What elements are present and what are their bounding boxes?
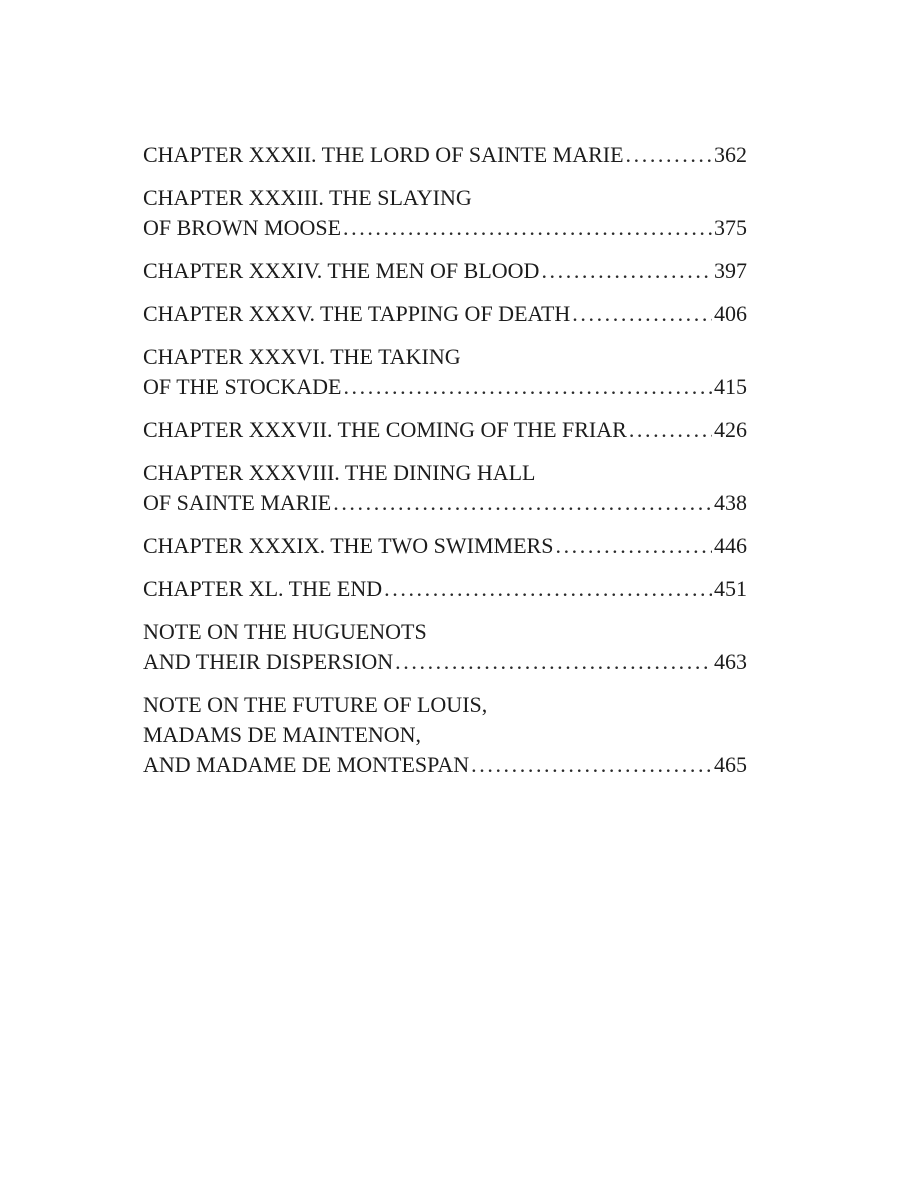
- dot-leader: [541, 256, 712, 286]
- toc-page-number: 375: [714, 215, 747, 240]
- dot-leader: [384, 574, 712, 604]
- toc-entry-title: CHAPTER XXXIX. THE TWO SWIMMERS: [143, 533, 554, 558]
- dot-leader: [395, 647, 712, 677]
- toc-entry-title: CHAPTER XXXVII. THE COMING OF THE FRIAR: [143, 417, 627, 442]
- toc-entry-line: [143, 140, 747, 170]
- toc-entry-line: [143, 213, 747, 243]
- dot-leader: [629, 415, 712, 445]
- toc-entry: [143, 183, 747, 243]
- toc-entry-line: [143, 342, 747, 372]
- toc-entry-title: CHAPTER XXXV. THE TAPPING OF DEATH: [143, 301, 571, 326]
- toc-entry-line: [143, 372, 747, 402]
- toc-entry-line: [143, 256, 747, 286]
- toc-page-number: 362: [714, 142, 747, 167]
- toc-entry-line: [143, 750, 747, 780]
- toc-page-number: 438: [714, 490, 747, 515]
- toc-entry: [143, 415, 747, 445]
- toc-entry-line: [143, 183, 747, 213]
- toc-entry: [143, 458, 747, 518]
- toc-entry-line: [143, 617, 747, 647]
- toc-entry: [143, 531, 747, 561]
- toc-page-number: 406: [714, 301, 747, 326]
- toc-entry-title: NOTE ON THE FUTURE OF LOUIS,: [143, 692, 488, 717]
- toc-entry-title: OF THE STOCKADE: [143, 374, 342, 399]
- toc-entry-title: CHAPTER XXXII. THE LORD OF SAINTE MARIE: [143, 142, 624, 167]
- toc-entry-line: [143, 299, 747, 329]
- toc-page-number: 465: [714, 752, 747, 777]
- toc-entry: [143, 342, 747, 402]
- toc-entry-title: OF BROWN MOOSE: [143, 215, 342, 240]
- toc-page-number: 415: [714, 374, 747, 399]
- toc-page-number: 463: [714, 649, 747, 674]
- toc-entry-title: CHAPTER XXXVIII. THE DINING HALL: [143, 460, 536, 485]
- toc-entry-title: CHAPTER XXXIII. THE SLAYING: [143, 185, 472, 210]
- toc-page-number: 446: [714, 533, 747, 558]
- toc-entry-title: AND MADAME DE MONTESPAN: [143, 752, 470, 777]
- toc-entry: [143, 299, 747, 329]
- toc-entry-line: [143, 415, 747, 445]
- toc-entry-title: CHAPTER XXXIV. THE MEN OF BLOOD: [143, 258, 540, 283]
- toc-entry-line: [143, 720, 747, 750]
- toc-entry-title: CHAPTER XXXVI. THE TAKING: [143, 344, 461, 369]
- toc-entry-line: [143, 574, 747, 604]
- dot-leader: [343, 213, 712, 243]
- toc-entry-title: OF SAINTE MARIE: [143, 490, 332, 515]
- toc-entry: [143, 256, 747, 286]
- dot-leader: [471, 750, 712, 780]
- toc-entry: [143, 617, 747, 677]
- dot-leader: [555, 531, 712, 561]
- toc-entry-title: AND THEIR DISPERSION: [143, 649, 394, 674]
- dot-leader: [343, 372, 712, 402]
- toc-page-number: 451: [714, 576, 747, 601]
- toc-entry-line: [143, 488, 747, 518]
- dot-leader: [626, 140, 712, 170]
- toc-entry: [143, 690, 747, 780]
- dot-leader: [333, 488, 712, 518]
- toc-entry: [143, 574, 747, 604]
- toc-entry-title: CHAPTER XL. THE END: [143, 576, 383, 601]
- toc-page-number: 426: [714, 417, 747, 442]
- toc-entry-title: NOTE ON THE HUGUENOTS: [143, 619, 427, 644]
- dot-leader: [572, 299, 712, 329]
- toc-entry-line: [143, 647, 747, 677]
- toc-entry: [143, 140, 747, 170]
- toc-entry-title: MADAMS DE MAINTENON,: [143, 722, 422, 747]
- table-of-contents: [143, 140, 747, 793]
- toc-page-number: 397: [714, 258, 747, 283]
- toc-entry-line: [143, 531, 747, 561]
- toc-entry-line: [143, 690, 747, 720]
- toc-entry-line: [143, 458, 747, 488]
